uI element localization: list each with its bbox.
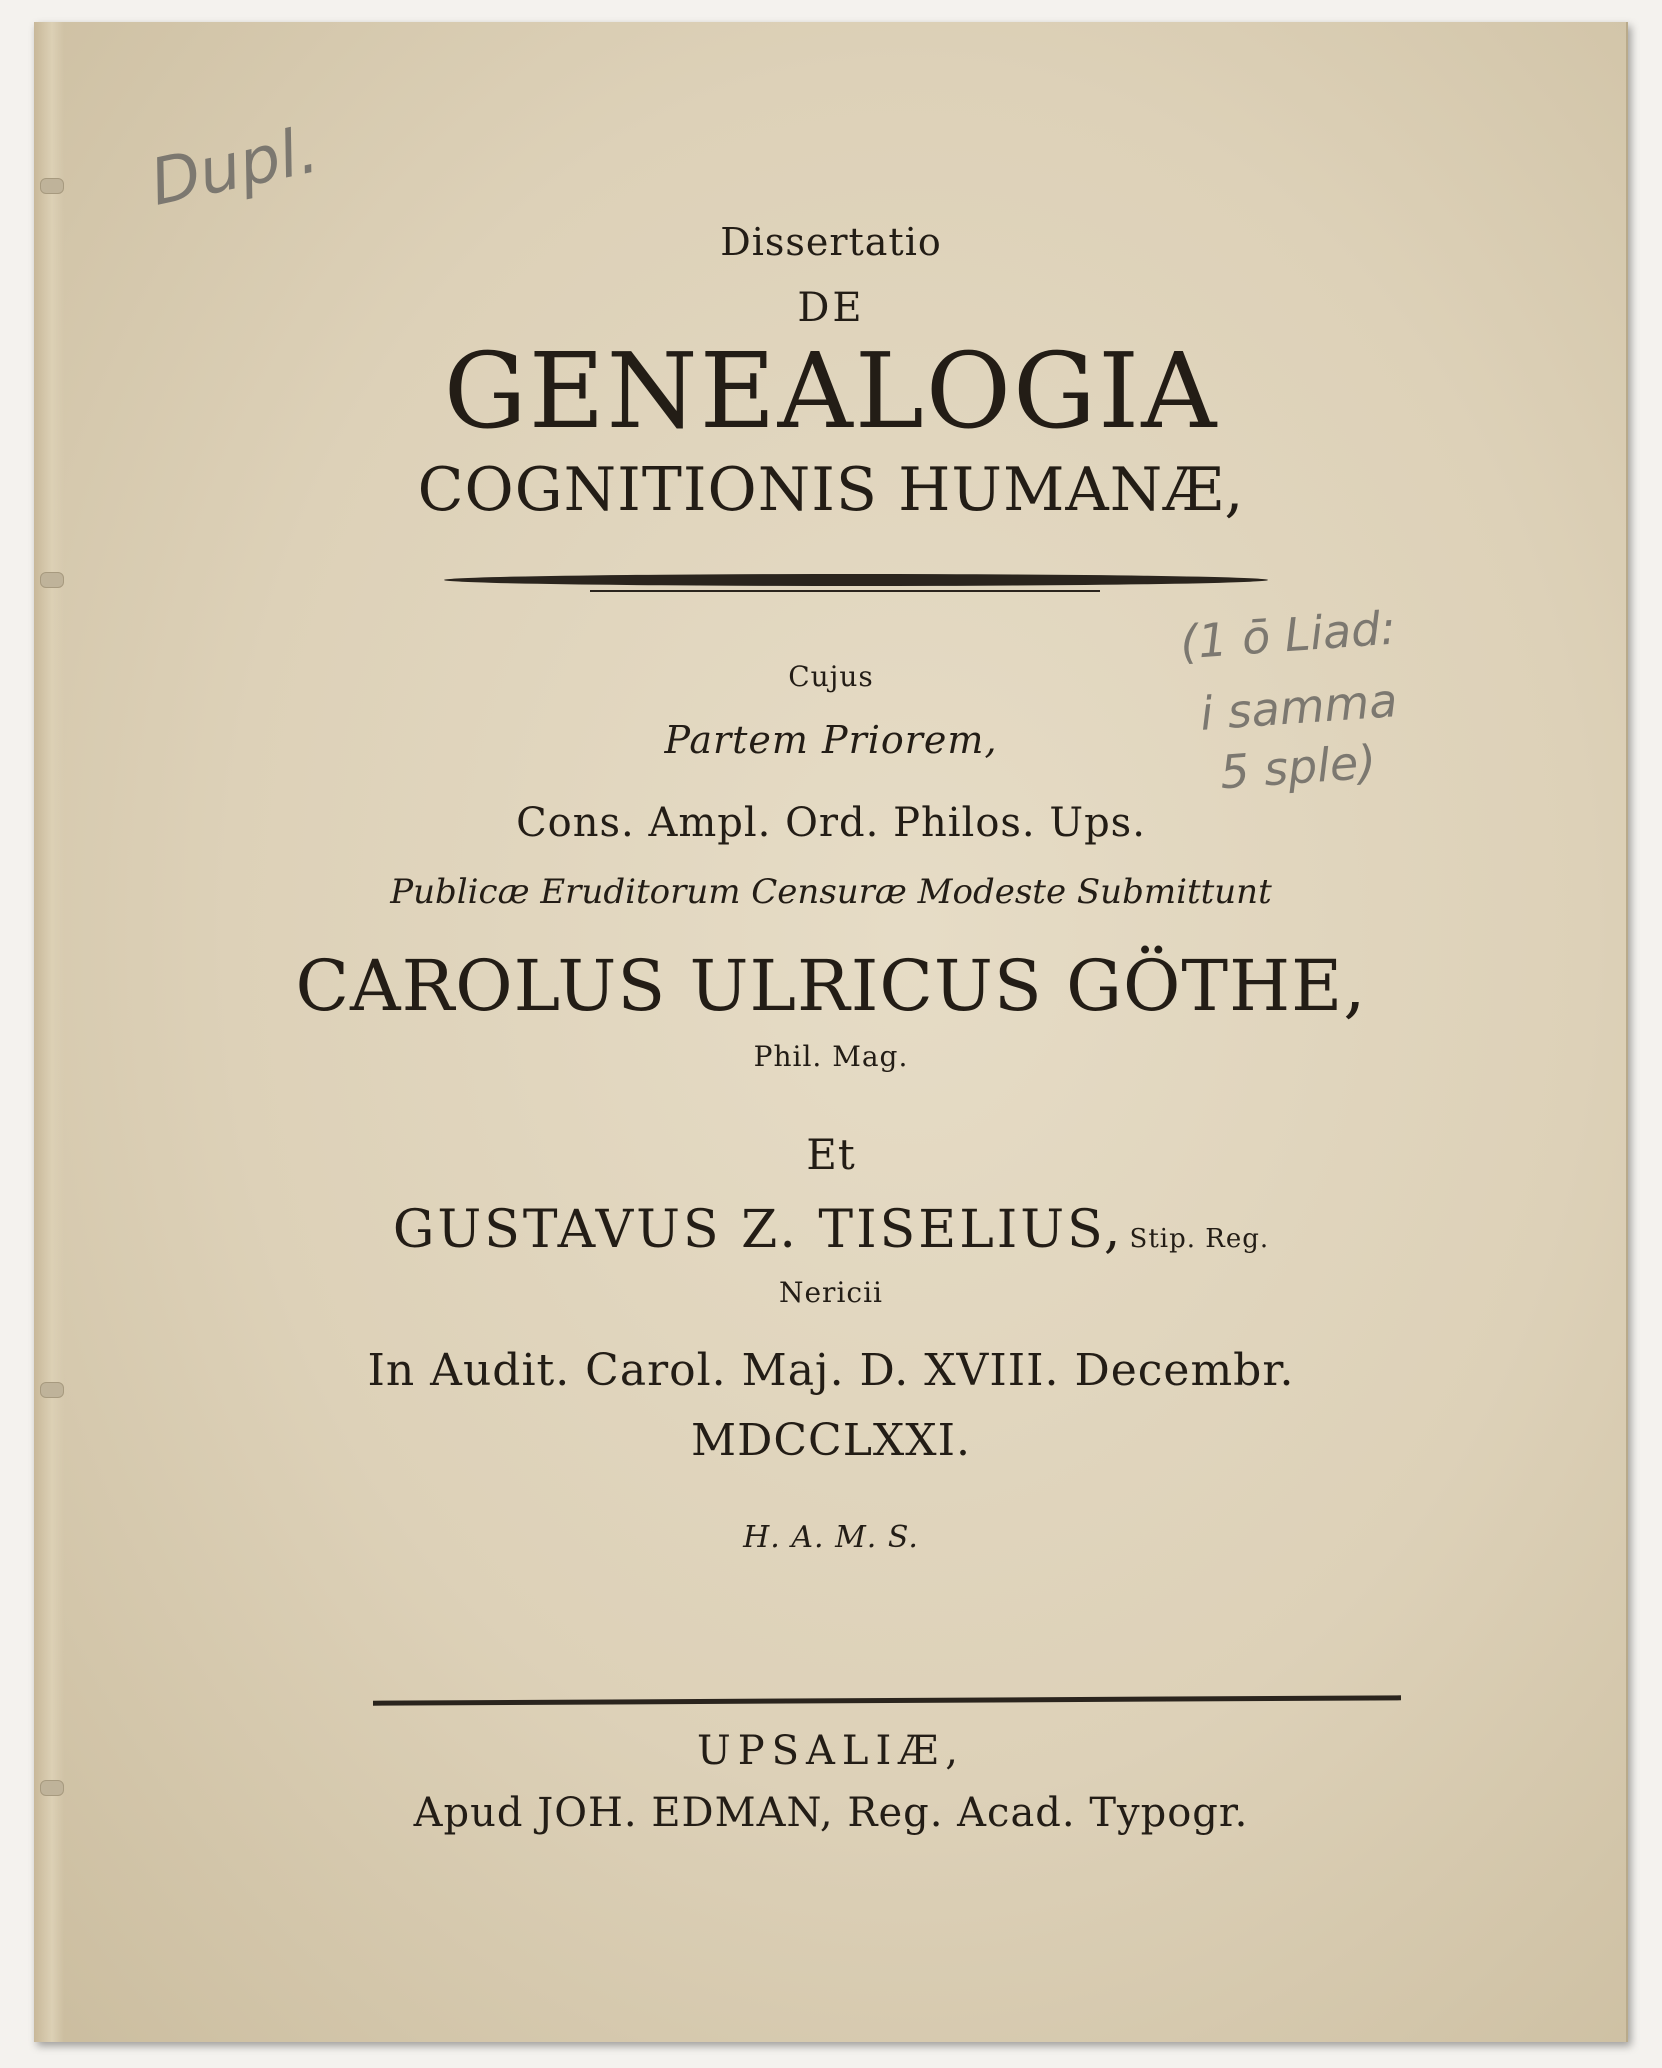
- cujus-label: Cujus: [788, 660, 874, 693]
- partem-label: Partem Priorem,: [664, 718, 998, 762]
- handwritten-margin-note-3: 5 sple): [1218, 734, 1378, 800]
- cons-line: Cons. Ampl. Ord. Philos. Ups.: [516, 800, 1146, 846]
- dissertatio-label: Dissertatio: [720, 220, 942, 264]
- et-label: Et: [806, 1130, 856, 1179]
- title-rule-thin: [590, 590, 1100, 592]
- binding-stitch: [40, 572, 64, 588]
- handwritten-margin-note-1: (1 ō Liad:: [1178, 600, 1398, 670]
- publicae-line: Publicæ Eruditorum Censuræ Modeste Submittunt: [390, 872, 1272, 912]
- printer-line: Apud JOH. EDMAN, Reg. Acad. Typogr.: [413, 1790, 1249, 1836]
- author2-block: [0, 1200, 1662, 1260]
- hams-line: H. A. M. S.: [743, 1520, 919, 1555]
- nericii-label: Nericii: [778, 1276, 883, 1309]
- author2-name: GUSTAVUS Z. TISELIUS,: [392, 1200, 1124, 1260]
- handwritten-margin-note-2: i samma: [1198, 673, 1400, 741]
- title-sub: COGNITIONIS HUMANÆ,: [417, 455, 1245, 525]
- title-main: GENEALOGIA: [443, 330, 1219, 452]
- place-line: UPSALIÆ,: [696, 1728, 966, 1774]
- date-line: In Audit. Carol. Maj. D. XVIII. Decembr.: [367, 1345, 1295, 1396]
- handwritten-note-top-left: Dupl.: [144, 113, 325, 221]
- author1-title: Phil. Mag.: [753, 1040, 909, 1073]
- author1-name: CAROLUS ULRICUS GÖTHE,: [295, 945, 1367, 1027]
- binding-stitch: [40, 178, 64, 194]
- title-rule: [444, 574, 1268, 586]
- de-label: DE: [797, 285, 865, 331]
- year-line: MDCCLXXI.: [691, 1415, 971, 1466]
- author2-title: Stip. Reg.: [1129, 1224, 1270, 1254]
